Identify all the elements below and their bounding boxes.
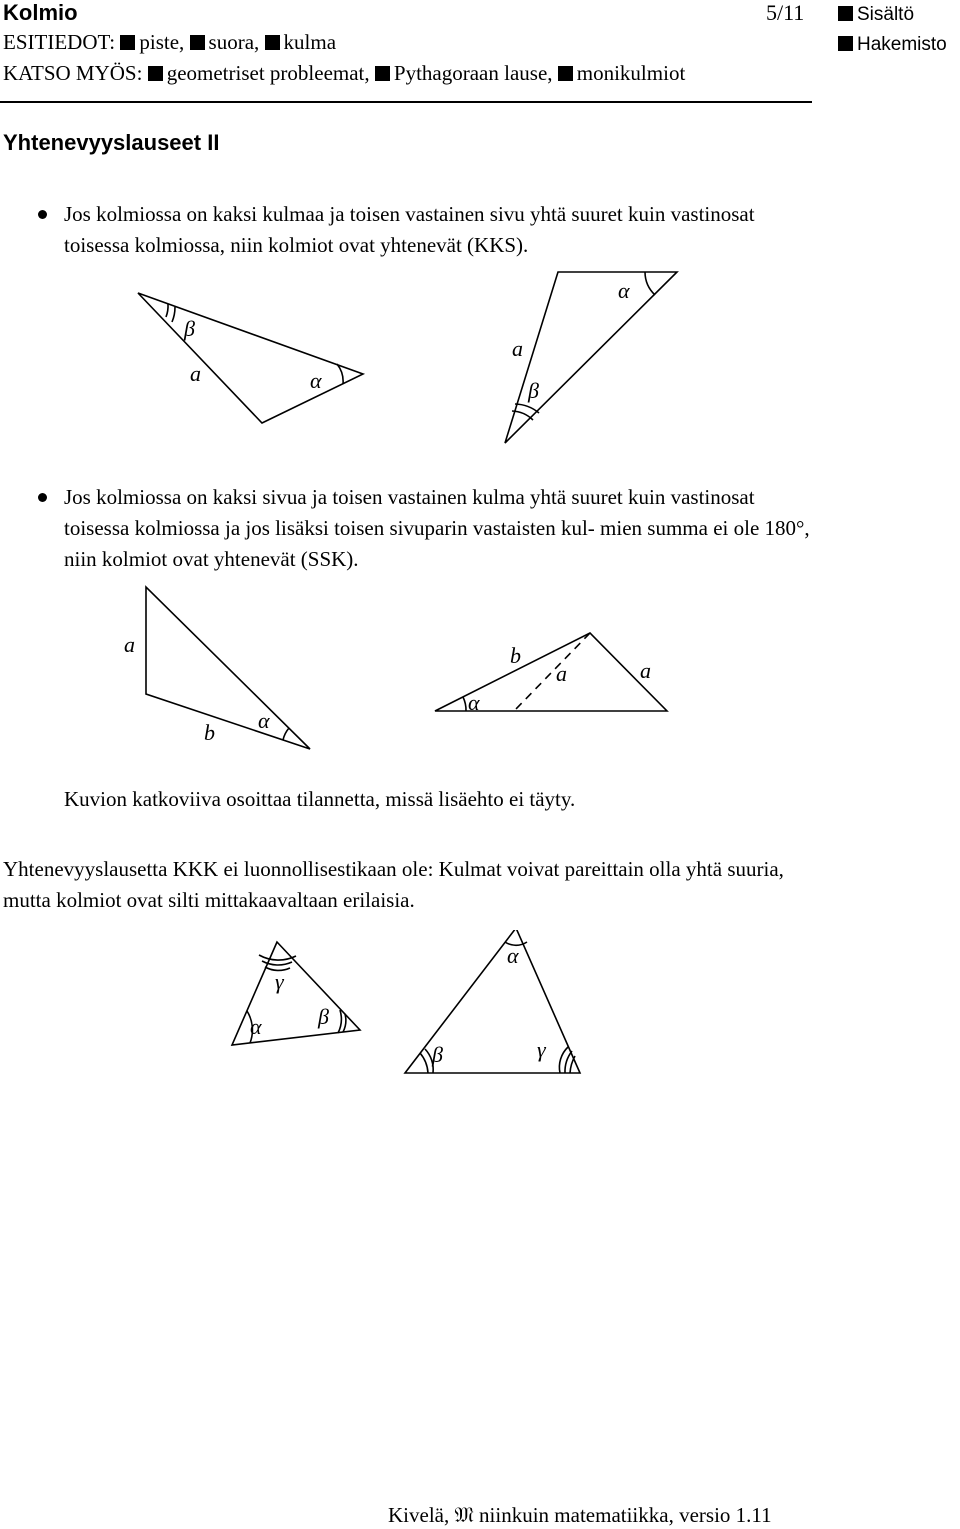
figure-note: Kuvion katkoviiva osoittaa tilannetta, missä lisäehto ei täyty.: [64, 787, 576, 811]
square-bullet-icon: [265, 35, 280, 50]
header-rule: [0, 101, 812, 103]
see-link-geometriset[interactable]: geometriset probleemat,: [148, 61, 370, 85]
bullet-dot-1: [38, 210, 47, 219]
kkk-label-beta-large: β: [432, 1042, 443, 1067]
document-title: Kolmio: [3, 0, 78, 25]
square-bullet-icon: [190, 35, 205, 50]
see-also-line: [3, 61, 685, 86]
kkk-label-beta-small: β: [318, 1004, 329, 1029]
figure-kks: [0, 265, 960, 455]
nav-contents-link[interactable]: Sisältö: [838, 4, 914, 26]
prereq-link-suora[interactable]: suora,: [190, 30, 260, 54]
kks-label-alpha-right: α: [618, 278, 630, 303]
kks-label-a-left: a: [190, 361, 201, 386]
ssk-triangle-left: [146, 587, 310, 749]
ssk-label-a-left: a: [124, 632, 135, 657]
ssk-label-alpha-left: α: [258, 708, 270, 733]
square-bullet-icon: [375, 66, 390, 81]
see-also-label: KATSO MYÖS:: [3, 61, 143, 85]
bullet-dot-2: [38, 493, 47, 502]
kks-label-beta-left: β: [184, 316, 195, 341]
figure-kkk: [0, 930, 960, 1080]
ssk-label-a-right: a: [640, 658, 651, 683]
kkk-label-gamma-small: γ: [275, 969, 284, 994]
prereq-link-piste[interactable]: piste,: [120, 30, 184, 54]
kkk-label-alpha-small: α: [250, 1014, 262, 1039]
prerequisites-label: ESITIEDOT:: [3, 30, 116, 54]
kkk-label-alpha-large: α: [507, 943, 519, 968]
square-bullet-icon: [838, 6, 853, 21]
square-bullet-icon: [120, 35, 135, 50]
footer-credit: Kivelä, 𝔐 niinkuin matematiikka, versio 1.11: [388, 1503, 772, 1527]
kks-label-a-right: a: [512, 336, 523, 361]
kkk-label-gamma-large: γ: [537, 1037, 546, 1062]
kks-triangle-left: [138, 293, 363, 423]
ssk-label-a-dashed: a: [556, 661, 567, 686]
ssk-dashed-side: [514, 633, 590, 711]
see-link-pythagoras[interactable]: Pythagoraan lause,: [375, 61, 553, 85]
bullet-text-kks: Jos kolmiossa on kaksi kulmaa ja toisen vastainen sivu yhtä suuret kuin vastinosat toisessa kolmiossa, niin kolmiot ovat yhtenevät (KKS).: [64, 202, 755, 257]
prerequisites-line: [3, 30, 336, 55]
nav-index-link[interactable]: Hakemisto: [838, 34, 947, 56]
square-bullet-icon: [558, 66, 573, 81]
figure-ssk: [0, 580, 960, 755]
kks-label-alpha-left: α: [310, 368, 322, 393]
see-link-monikulmiot[interactable]: monikulmiot: [558, 61, 686, 85]
ssk-label-b-left: b: [204, 720, 215, 745]
square-bullet-icon: [148, 66, 163, 81]
bullet-text-ssk: Jos kolmiossa on kaksi sivua ja toisen vastainen kulma yhtä suuret kuin vastinosat toisessa kolmiossa ja jos lisäksi toisen sivuparin vastaisten kul- mien summa ei ole 180°, niin kolmiot ovat yhtenevät (SSK).: [64, 485, 810, 571]
kks-label-beta-right: β: [528, 378, 539, 403]
kkk-paragraph: Yhtenevyyslausetta KKK ei luonnollisestikaan ole: Kulmat voivat pareittain olla yhtä suuria, mutta kolmiot ovat silti mittakaavaltaan erilaisia.: [3, 857, 784, 912]
section-title: Yhtenevyyslauseet II: [3, 130, 220, 155]
square-bullet-icon: [838, 36, 853, 51]
page-number: 5/11: [766, 0, 805, 25]
prereq-link-kulma[interactable]: kulma: [265, 30, 337, 54]
ssk-label-alpha-right: α: [468, 690, 480, 715]
ssk-label-b-right: b: [510, 643, 521, 668]
